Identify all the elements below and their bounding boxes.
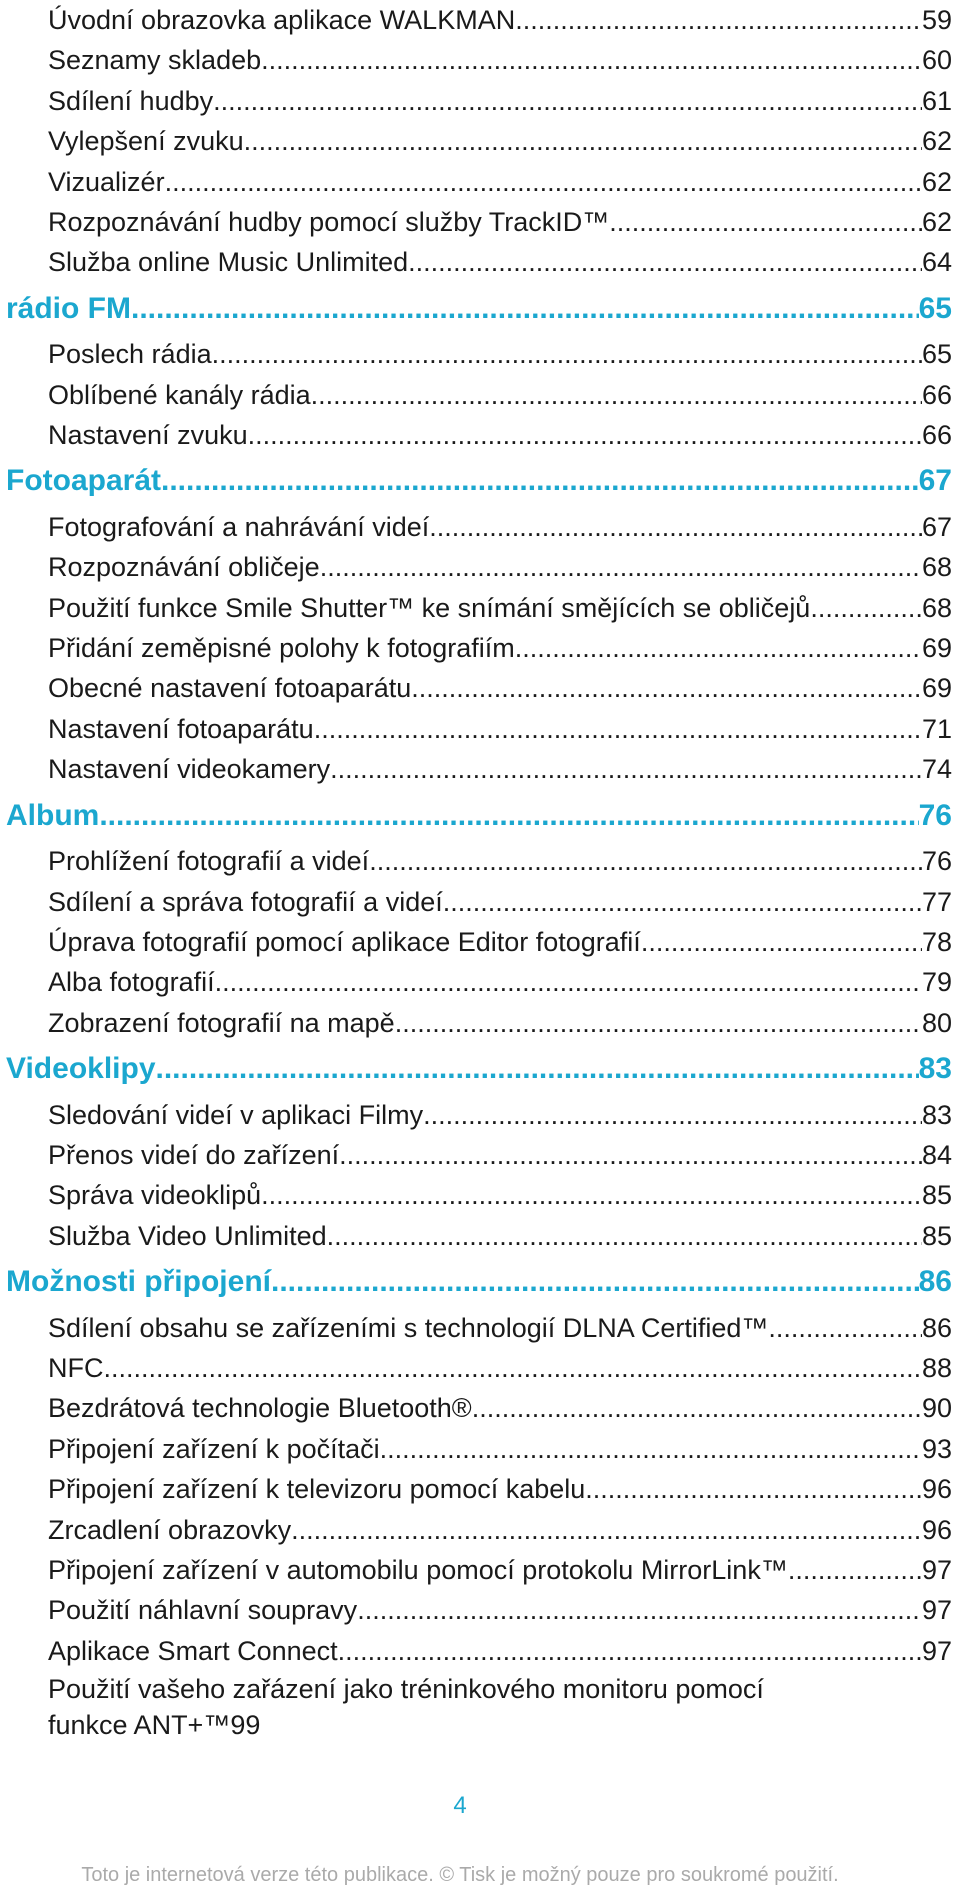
dot-leader (369, 841, 922, 881)
toc-entry[interactable] (0, 1003, 952, 1043)
toc-entry-title: Připojení zařízení k televizoru pomocí kabelu (48, 1474, 586, 1505)
page-number: 4 (453, 1792, 467, 1819)
toc-entry-title: Seznamy skladeb (48, 45, 262, 76)
toc-section-title: Videoklipy (6, 1052, 156, 1086)
dot-leader (395, 1003, 922, 1043)
footer-note: Toto je internetová verze této publikace. © Tisk je možný pouze pro soukromé použití. (81, 1864, 839, 1886)
toc-entry[interactable] (0, 547, 952, 587)
toc-entry-title: Nastavení fotoaparátu (48, 713, 314, 744)
dot-leader (165, 162, 922, 202)
toc-entry-title: Služba online Music Unlimited (48, 247, 409, 278)
toc-entry[interactable] (0, 1135, 952, 1175)
toc-entry-title: Prohlížení fotografií a videí (48, 846, 370, 877)
dot-leader (212, 334, 922, 374)
dot-leader (411, 668, 922, 708)
dot-leader (311, 375, 922, 415)
dot-leader (248, 415, 922, 455)
toc-entry-page: 59 (921, 5, 952, 35)
dot-leader (330, 749, 922, 789)
toc-entry-title: Sdílení a správa fotografií a videí (48, 886, 443, 917)
toc-entry-title: Zobrazení fotografií na mapě (48, 1007, 395, 1038)
toc-entry-page: 64 (921, 247, 952, 278)
dot-leader (215, 962, 922, 1002)
dot-leader (338, 1631, 922, 1671)
toc-entry-title: Připojení zařízení k počítači (48, 1433, 380, 1464)
dot-leader (443, 882, 922, 922)
toc-entry-title: Sdílení hudby (48, 85, 214, 116)
toc-entry[interactable] (0, 1631, 952, 1671)
toc-entry-page: 97 (921, 1635, 952, 1666)
dot-leader (291, 1510, 922, 1550)
dot-leader (585, 1469, 922, 1509)
toc-section-heading[interactable] (0, 283, 952, 335)
toc-entry[interactable] (0, 1429, 952, 1469)
toc-section-page: 86 (918, 1265, 952, 1299)
dot-leader (161, 455, 919, 507)
dot-leader (429, 507, 922, 547)
toc-entry[interactable] (0, 375, 952, 415)
toc-entry[interactable] (0, 121, 952, 161)
toc-entry-page: 78 (921, 926, 952, 957)
dot-leader (156, 1043, 919, 1095)
toc-entry-title: Sdílení obsahu se zařízeními s technologií DLNA Certified™ (48, 1312, 769, 1343)
toc-entry-page: 85 (921, 1180, 952, 1211)
toc-entry-page: 68 (921, 552, 952, 583)
toc-entry-title: Přidání zeměpisné polohy k fotografiím (48, 633, 515, 664)
toc-entry-title: Správa videoklipů (48, 1180, 262, 1211)
dot-leader (314, 709, 922, 749)
toc-entry[interactable] (0, 1388, 952, 1428)
toc-entry[interactable] (0, 1469, 952, 1509)
toc-entry-title-continued: funkce ANT+™ (48, 1710, 231, 1741)
toc-entry[interactable] (0, 1671, 952, 1743)
toc-entry-title: Přenos videí do zařízení (48, 1139, 340, 1170)
dot-leader (380, 1429, 922, 1469)
dot-leader (261, 40, 922, 80)
toc-section-title: Možnosti připojení (6, 1265, 271, 1299)
toc-entry[interactable] (0, 1216, 952, 1256)
toc-entry-title: Rozpoznávání hudby pomocí služby TrackID™ (48, 206, 610, 237)
toc-entry-page: 96 (921, 1514, 952, 1545)
dot-leader (641, 922, 922, 962)
toc-section-heading[interactable] (0, 1256, 952, 1308)
toc-entry-title: Zrcadlení obrazovky (48, 1514, 292, 1545)
toc-entry[interactable] (0, 709, 952, 749)
toc-entry-page: 62 (921, 166, 952, 197)
toc-entry-page: 74 (921, 754, 952, 785)
toc-section-page: 83 (918, 1052, 952, 1086)
toc-entry[interactable] (0, 882, 952, 922)
toc-entry[interactable] (0, 668, 952, 708)
toc-entry-page: 69 (921, 673, 952, 704)
toc-entry-title: Úvodní obrazovka aplikace WALKMAN (48, 5, 516, 35)
dot-leader (104, 1348, 922, 1388)
toc-section-heading[interactable] (0, 455, 952, 507)
toc-entry-title: Obecné nastavení fotoaparátu (48, 673, 412, 704)
toc-entry-title: Použití náhlavní soupravy (48, 1595, 358, 1626)
toc-entry-page: 84 (921, 1139, 952, 1170)
toc-entry-title: Nastavení videokamery (48, 754, 331, 785)
toc-entry-page: 97 (921, 1555, 952, 1585)
toc-entry[interactable] (0, 841, 952, 881)
toc-entry[interactable] (0, 1308, 952, 1348)
toc-section-title: Album (6, 798, 100, 832)
toc-entry-page: 76 (921, 846, 952, 877)
toc-entry[interactable] (0, 202, 952, 242)
toc-entry-title: Alba fotografií (48, 967, 215, 998)
toc-entry-page: 85 (921, 1220, 952, 1251)
toc-entry-page: 99 (230, 1710, 261, 1741)
dot-leader (320, 547, 922, 587)
dot-leader (99, 790, 918, 842)
toc-entry-title: Vizualizér (48, 166, 165, 197)
dot-leader (810, 588, 922, 628)
toc-entry-page: 77 (921, 886, 952, 917)
dot-leader (244, 121, 922, 161)
toc-entry-page: 62 (921, 206, 952, 237)
toc-entry-title: Použití funkce Smile Shutter™ ke snímání smějících se obličejů (48, 592, 811, 623)
toc-section-heading[interactable] (0, 1043, 952, 1095)
toc-entry-page: 71 (921, 713, 952, 744)
dot-leader (408, 242, 922, 282)
dot-leader (271, 1256, 919, 1308)
toc-entry-title: Nastavení zvuku (48, 420, 248, 451)
toc-section-heading[interactable] (0, 790, 952, 842)
dot-leader (609, 202, 922, 242)
toc-entry[interactable] (0, 749, 952, 789)
dot-leader (339, 1135, 922, 1175)
toc-entry-page: 60 (921, 45, 952, 76)
toc-section-title: rádio FM (6, 291, 131, 325)
toc-entry-page: 80 (921, 1007, 952, 1038)
dot-leader (423, 1095, 922, 1135)
toc-entry-title: Připojení zařízení v automobilu pomocí protokolu MirrorLink™ (48, 1555, 788, 1585)
toc-section-page: 65 (918, 291, 952, 325)
toc-entry-title: Služba Video Unlimited (48, 1220, 327, 1251)
dot-leader (357, 1590, 922, 1630)
dot-leader (213, 81, 922, 121)
toc-entry-page: 97 (921, 1595, 952, 1626)
toc-section-page: 76 (918, 798, 952, 832)
toc-entry-page: 86 (921, 1312, 952, 1343)
toc-entry-title: Sledování videí v aplikaci Filmy (48, 1099, 424, 1130)
dot-leader (472, 1388, 922, 1428)
dot-leader (768, 1308, 922, 1348)
toc-entry-title: Aplikace Smart Connect (48, 1635, 338, 1666)
toc-entry[interactable] (0, 242, 952, 282)
toc-entry-title: Oblíbené kanály rádia (48, 379, 311, 410)
toc-section-page: 67 (918, 464, 952, 498)
toc-entry-page: 88 (921, 1353, 952, 1384)
toc-entry[interactable] (0, 922, 952, 962)
toc-entry[interactable] (0, 0, 952, 40)
toc-entry[interactable] (0, 1095, 952, 1135)
toc-entry-title: Rozpoznávání obličeje (48, 552, 320, 583)
toc-entry[interactable] (0, 334, 952, 374)
toc-entry-page: 66 (921, 420, 952, 451)
toc-entry-title: Vylepšení zvuku (48, 126, 244, 157)
toc-entry-title: Použití vašeho zařázení jako tréninkového monitoru pomocí (48, 1674, 764, 1705)
toc-entry-page: 62 (921, 126, 952, 157)
toc-entry[interactable] (0, 507, 952, 547)
toc-entry-page: 67 (921, 511, 952, 542)
toc-entry-page: 93 (921, 1433, 952, 1464)
toc-entry-page: 66 (921, 379, 952, 410)
toc-entry-page: 61 (921, 85, 952, 116)
dot-leader (261, 1175, 922, 1215)
toc-entry-page: 79 (921, 967, 952, 998)
toc-entry-title: Úprava fotografií pomocí aplikace Editor fotografií (48, 926, 641, 957)
toc-entry[interactable] (0, 415, 952, 455)
toc-entry[interactable] (0, 1175, 952, 1215)
toc-entry[interactable] (0, 1510, 952, 1550)
toc-entry-page: 96 (921, 1474, 952, 1505)
toc-entry[interactable] (0, 588, 952, 628)
toc-entry-title: Fotografování a nahrávání videí (48, 511, 430, 542)
toc-entry-title: NFC (48, 1353, 104, 1384)
toc-entry-title: Bezdrátová technologie Bluetooth® (48, 1393, 472, 1424)
toc-entry[interactable] (0, 628, 952, 668)
dot-leader (131, 283, 919, 335)
dot-leader (515, 628, 922, 668)
toc-entry[interactable] (0, 81, 952, 121)
toc-entry[interactable] (0, 40, 952, 80)
toc-entry-page: 68 (921, 592, 952, 623)
dot-leader (788, 1550, 922, 1590)
toc-section-title: Fotoaparát (6, 464, 162, 498)
toc-entry[interactable] (0, 962, 952, 1002)
toc-entry[interactable] (0, 162, 952, 202)
toc-entry-page: 83 (921, 1099, 952, 1130)
toc-entry-title: Poslech rádia (48, 339, 212, 370)
toc-entry[interactable] (0, 1590, 952, 1630)
toc-entry[interactable] (0, 1348, 952, 1388)
toc-entry[interactable] (0, 1550, 952, 1590)
toc-entry-page: 69 (921, 633, 952, 664)
toc-entry-page: 65 (921, 339, 952, 370)
dot-leader (327, 1216, 922, 1256)
toc-entry-page: 90 (921, 1393, 952, 1424)
dot-leader (515, 0, 922, 40)
